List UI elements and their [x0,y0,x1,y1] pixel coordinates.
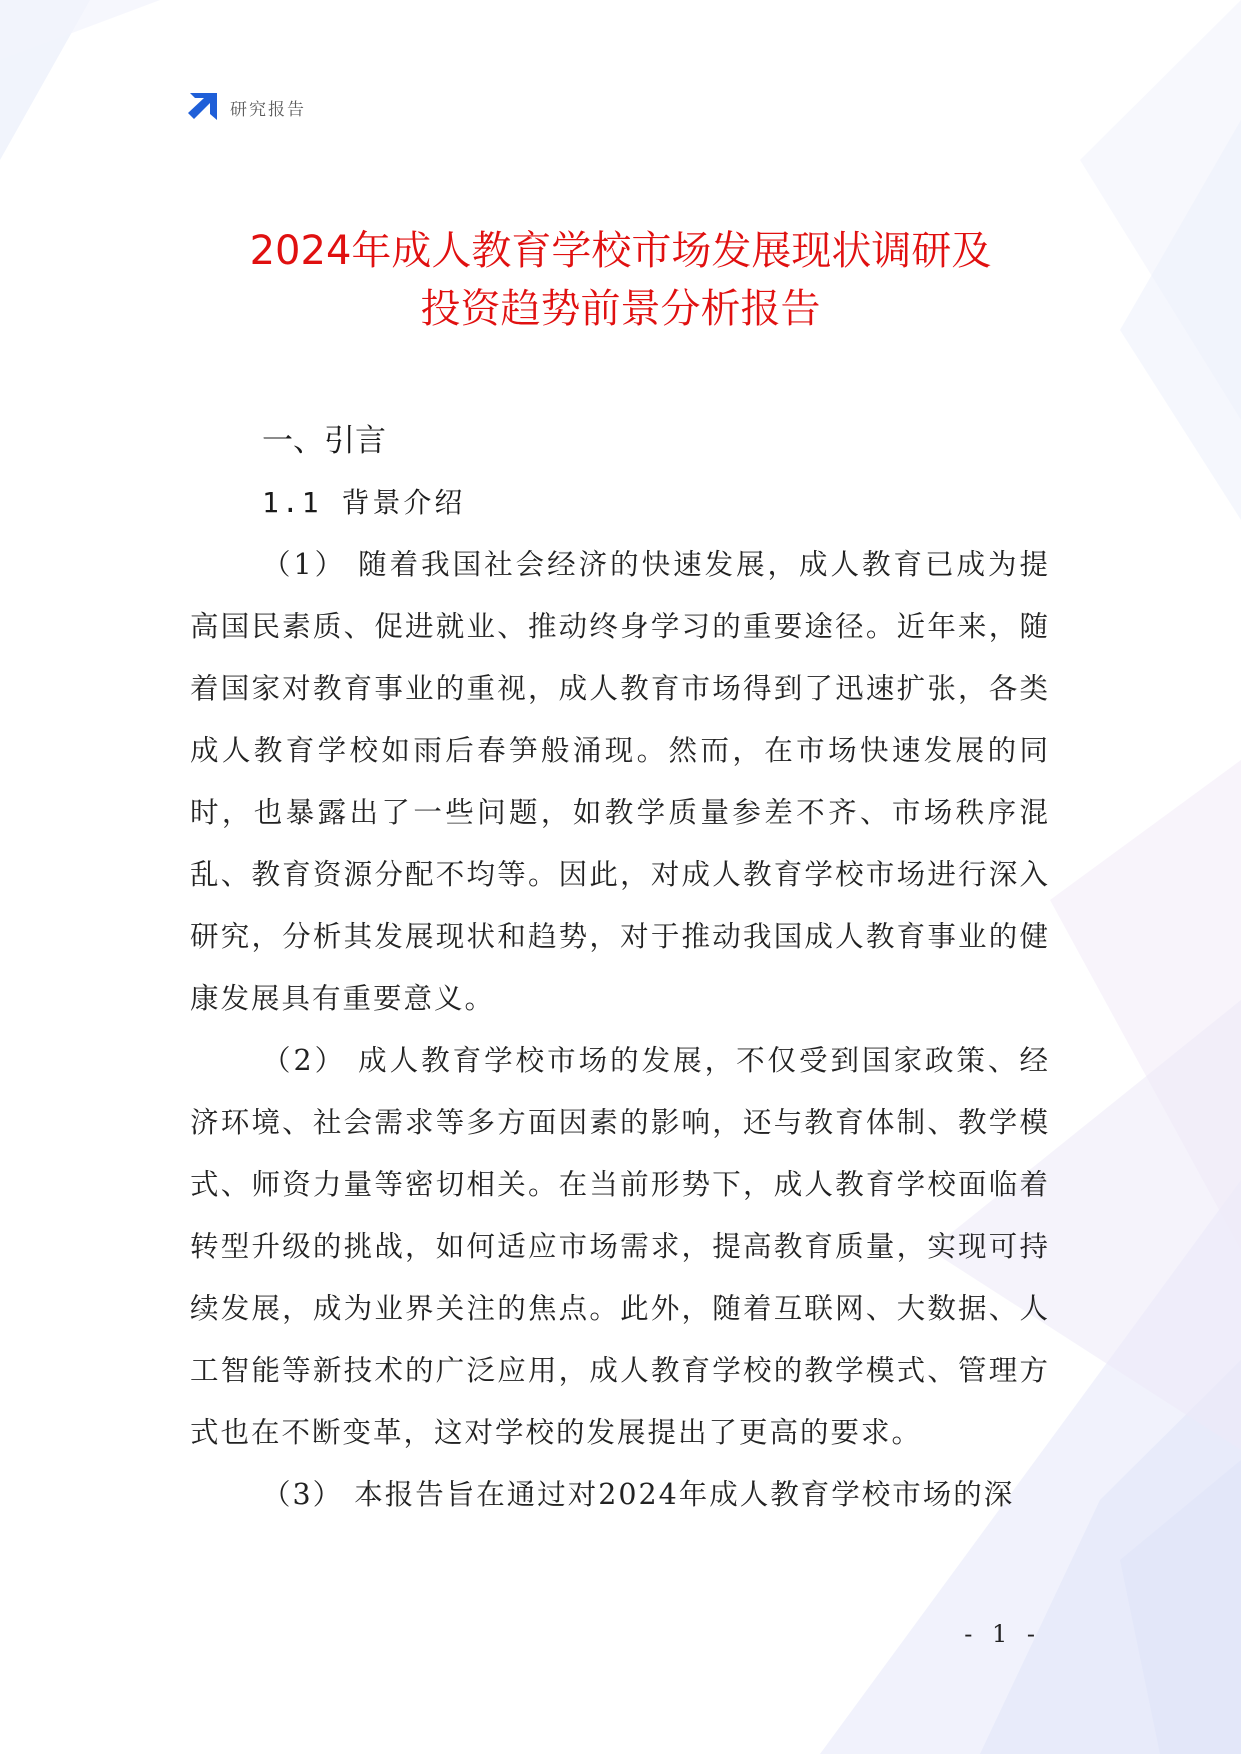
arrow-logo-icon [186,90,220,124]
page-number: - 1 - [964,1620,1041,1648]
paragraph-1: （1） 随着我国社会经济的快速发展，成人教育已成为提高国民素质、促进就业、推动终身学习的重要途径。近年来，随着国家对教育事业的重视，成人教育市场得到了迅速扩张，各类成人教育学校如雨后春笋般涌现。然而，在市场快速发展的同时，也暴露出了一些问题，如教学质量参差不齐、市场秩序混乱、教育资源分配不均等。因此，对成人教育学校市场进行深入研究，分析其发展现状和趋势，对于推动我国成人教育事业的健康发展具有重要意义。 [190,548,1050,1015]
title-line-2: 投资趋势前景分析报告 [420,286,821,332]
title-line-1: 2024年成人教育学校市场发展现状调研及 [249,228,992,274]
header-label: 研究报告 [230,99,306,120]
paragraph-3: （3） 本报告旨在通过对2024年成人教育学校市场的深 [262,1478,1015,1511]
paragraph-2: （2） 成人教育学校市场的发展，不仅受到国家政策、经济环境、社会需求等多方面因素的影响，还与教育体制、教学模式、师资力量等密切相关。在当前形势下，成人教育学校面临着转型升级的挑战，如何适应市场需求，提高教育质量，实现可持续发展，成为业界关注的焦点。此外，随着互联网、大数据、人工智能等新技术的广泛应用，成人教育学校的教学模式、管理方式也在不断变革，这对学校的发展提出了更高的要求。 [190,1044,1050,1449]
subsection-heading: 1.1 背景介绍 [262,486,466,519]
section-heading: 一、引言 [262,423,386,459]
report-header [186,90,306,124]
report-body [190,410,1050,1526]
report-title [150,222,1091,338]
